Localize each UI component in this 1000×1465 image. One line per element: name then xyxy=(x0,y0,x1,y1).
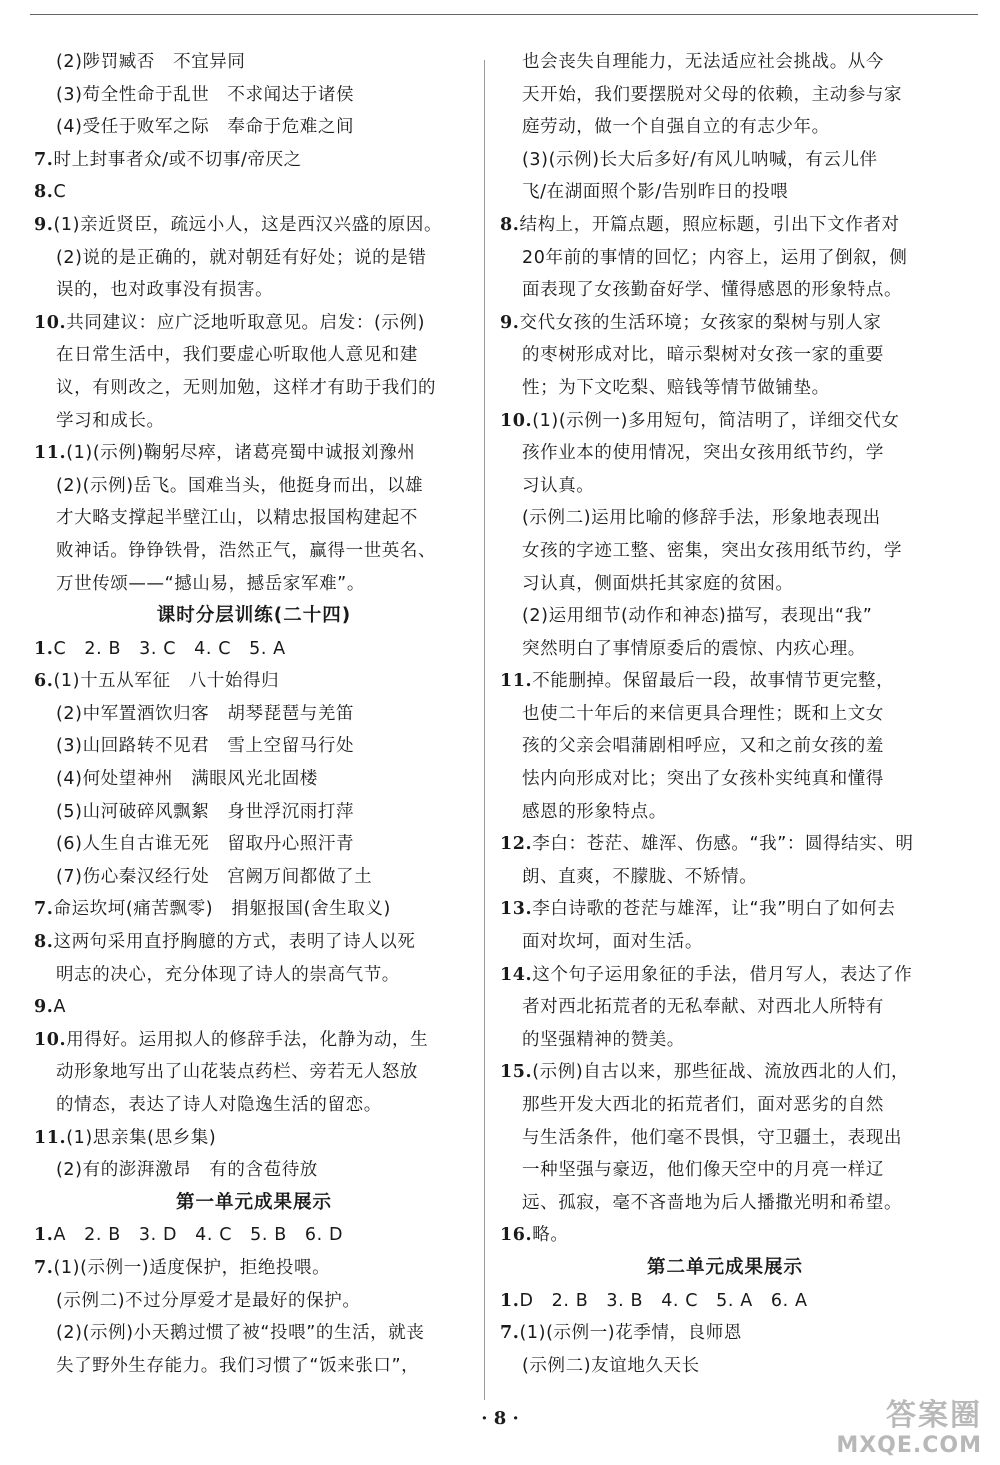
answer-text: 一种坚强与豪迈，他们像天空中的月亮一样辽 xyxy=(522,1160,884,1181)
answer-line xyxy=(500,274,950,307)
question-number: 14. xyxy=(500,964,533,985)
answer-line xyxy=(34,698,474,731)
answer-line xyxy=(500,1056,950,1089)
answer-line xyxy=(500,144,950,177)
question-number: 7. xyxy=(34,149,54,170)
answer-line xyxy=(34,1089,474,1122)
answer-line xyxy=(34,1122,474,1155)
answer-line xyxy=(500,405,950,438)
answer-line xyxy=(500,372,950,405)
answer-line xyxy=(500,991,950,1024)
answer-line xyxy=(500,633,950,666)
answer-text: (1)亲近贤臣，疏远小人，这是西汉兴盛的原因。 xyxy=(53,214,443,235)
answer-line xyxy=(500,307,950,340)
answer-line xyxy=(500,1219,950,1252)
answer-line xyxy=(34,1285,474,1318)
answer-text: 孩的父亲会唱蒲剧相呼应，又和之前女孩的羞 xyxy=(522,736,884,757)
answer-text: (2)(示例)岳飞。国难当头，他挺身而出，以雄 xyxy=(56,475,424,496)
answer-line xyxy=(500,1122,950,1155)
answer-line xyxy=(34,665,474,698)
answer-text: (示例二)友谊地久天长 xyxy=(522,1355,700,1376)
answer-text: (1)(示例一)花季情，良师恩 xyxy=(519,1323,742,1344)
answer-text: 感恩的形象特点。 xyxy=(522,801,667,822)
answer-line xyxy=(500,209,950,242)
answer-text: (3)山回路转不见君 雪上空留马行处 xyxy=(56,736,355,757)
answer-text: 者对西北拓荒者的无私奉献、对西北人所特有 xyxy=(522,997,884,1018)
answer-text: (4)受任于败军之际 奉命于危难之间 xyxy=(56,117,355,138)
answer-text: 习认真，侧面烘托其家庭的贫困。 xyxy=(522,573,794,594)
answer-text: 败神话。铮铮铁骨，浩然正气，赢得一世英名、 xyxy=(56,540,437,561)
question-number: 11. xyxy=(34,1127,67,1148)
answer-line xyxy=(500,1089,950,1122)
answer-line xyxy=(34,1317,474,1350)
answer-text: (2)有的澎湃激昂 有的含苞待放 xyxy=(56,1160,318,1181)
answer-text: 远、孤寂，毫不吝啬地为后人播撒光明和希望。 xyxy=(522,1192,903,1213)
answer-line xyxy=(34,1024,474,1057)
answer-line xyxy=(34,535,474,568)
section-heading-text: 第一单元成果展示 xyxy=(175,1191,332,1213)
answer-line xyxy=(34,1350,474,1383)
answer-line xyxy=(500,959,950,992)
page-number: · 8 · xyxy=(481,1408,519,1429)
answer-line xyxy=(34,405,474,438)
answer-line xyxy=(500,861,950,894)
question-number: 16. xyxy=(500,1225,533,1246)
answer-text: 面表现了女孩勤奋好学、懂得感恩的形象特点。 xyxy=(522,280,903,301)
answer-line xyxy=(34,209,474,242)
answer-line xyxy=(500,926,950,959)
answer-line xyxy=(500,1154,950,1187)
answer-text: 共同建议：应广泛地听取意见。启发：(示例) xyxy=(66,312,426,333)
answer-line xyxy=(34,79,474,112)
answer-line xyxy=(500,339,950,372)
answer-text: (1)(示例)鞠躬尽瘁，诸葛亮蜀中诚报刘豫州 xyxy=(66,443,416,464)
answer-text: 也使二十年后的来信更具合理性；既和上文女 xyxy=(522,703,884,724)
watermark-en: MXQE.COM xyxy=(836,1433,982,1458)
answer-text: (示例)自古以来，那些征战、流放西北的人们， xyxy=(532,1062,910,1083)
question-number: 8. xyxy=(34,932,54,953)
answer-line xyxy=(34,861,474,894)
answer-text: A 2. B 3. D 4. C 5. B 6. D xyxy=(53,1225,344,1246)
answer-text: 女孩的字迹工整、密集，突出女孩用纸节约，学 xyxy=(522,540,903,561)
answer-text: 误的，也对政事没有损害。 xyxy=(56,280,274,301)
answer-text: 20年前的事情的回忆；内容上，运用了倒叙，侧 xyxy=(522,247,908,268)
answer-text: 时上封事者众/或不切事/帝厌之 xyxy=(53,149,302,170)
answer-text: C 2. B 3. C 4. C 5. A xyxy=(53,638,286,659)
answer-line xyxy=(500,46,950,79)
question-number: 11. xyxy=(500,671,533,692)
answer-line xyxy=(500,698,950,731)
answer-line xyxy=(34,307,474,340)
question-number: 8. xyxy=(34,182,54,203)
question-number: 10. xyxy=(500,410,533,431)
answer-text: (1)(示例一)多用短句，简洁明了，详细交代女 xyxy=(532,410,900,431)
answer-line xyxy=(500,242,950,275)
answer-line xyxy=(500,176,950,209)
answer-text: (6)人生自古谁无死 留取丹心照汗青 xyxy=(56,834,355,855)
answer-line xyxy=(500,111,950,144)
answer-text: 才大略支撑起半壁江山，以精忠报国构建起不 xyxy=(56,508,418,529)
answer-line xyxy=(34,470,474,503)
answer-text: (1)思亲集(思乡集) xyxy=(66,1127,217,1148)
answer-line xyxy=(500,470,950,503)
answer-text: A xyxy=(53,997,67,1018)
answer-text: (5)山河破碎风飘絮 身世浮沉雨打萍 xyxy=(56,801,355,822)
answer-text: 失了野外生存能力。我们习惯了“饭来张口”， xyxy=(56,1355,420,1376)
answer-line xyxy=(34,633,474,666)
answer-text: 议，有则改之，无则加勉，这样才有助于我们的 xyxy=(56,377,437,398)
answer-text: 命运坎坷(痛苦飘零) 捐躯报国(舍生取义) xyxy=(53,899,391,920)
answer-text: 的枣树形成对比，暗示梨树对女孩一家的重要 xyxy=(522,345,884,366)
question-number: 13. xyxy=(500,899,533,920)
answer-line xyxy=(500,437,950,470)
answer-line xyxy=(500,763,950,796)
question-number: 12. xyxy=(500,834,533,855)
answer-line xyxy=(34,144,474,177)
answer-text: 性；为下文吃梨、赔钱等情节做铺垫。 xyxy=(522,377,830,398)
answer-line xyxy=(500,1285,950,1318)
answer-text: (2)运用细节(动作和神态)描写，表现出“我” xyxy=(522,606,873,627)
question-number: 7. xyxy=(34,899,54,920)
answer-line xyxy=(34,926,474,959)
right-column xyxy=(500,46,950,1382)
question-number: 7. xyxy=(500,1323,520,1344)
answer-text: 面对坎坷，面对生活。 xyxy=(522,932,703,953)
answer-text: 飞/在湖面照个影/告别昨日的投喂 xyxy=(522,182,789,203)
answer-text: (2)陟罚臧否 不宜异同 xyxy=(56,52,246,72)
answer-text: 不能删掉。保留最后一段，故事情节更完整， xyxy=(532,671,895,692)
answer-text: 孩作业本的使用情况，突出女孩用纸节约，学 xyxy=(522,443,884,464)
answer-text: 与生活条件，他们毫不畏惧，守卫疆土，表现出 xyxy=(522,1127,903,1148)
answer-text: 万世传颂——“撼山易，撼岳家军难”。 xyxy=(56,573,365,594)
answer-line xyxy=(500,796,950,829)
answer-text: 明志的决心，充分体现了诗人的崇高气节。 xyxy=(56,964,400,985)
answer-text: C xyxy=(53,182,67,203)
answer-text: (3)(示例)长大后多好/有风儿呐喊，有云儿伴 xyxy=(522,149,878,170)
answer-line xyxy=(34,796,474,829)
left-column xyxy=(34,46,474,1382)
top-rule xyxy=(30,14,978,15)
watermark-cn: 答案圈 xyxy=(886,1398,982,1433)
question-number: 7. xyxy=(34,1257,54,1278)
answer-line xyxy=(34,1252,474,1285)
column-divider xyxy=(484,60,485,1400)
answer-line xyxy=(34,176,474,209)
answer-text: 学习和成长。 xyxy=(56,410,165,431)
answer-text: 结构上，开篇点题，照应标题，引出下文作者对 xyxy=(519,214,900,235)
answer-line xyxy=(34,991,474,1024)
answer-line xyxy=(34,568,474,601)
answer-text: (2)中军置酒饮归客 胡琴琵琶与羌笛 xyxy=(56,703,355,724)
answer-line xyxy=(34,893,474,926)
answer-line xyxy=(500,600,950,633)
answer-text: 用得好。运用拟人的修辞手法，化静为动，生 xyxy=(66,1029,429,1050)
question-number: 11. xyxy=(34,443,67,464)
answer-line xyxy=(34,242,474,275)
question-number: 1. xyxy=(34,1225,54,1246)
answer-text: 这两句采用直抒胸臆的方式，表明了诗人以死 xyxy=(53,932,416,953)
answer-text: 这个句子运用象征的手法，借月写人，表达了作 xyxy=(532,964,913,985)
section-heading-text: 课时分层训练(二十四) xyxy=(156,605,352,627)
section-heading xyxy=(500,1252,950,1285)
answer-text: (示例二)运用比喻的修辞手法，形象地表现出 xyxy=(522,508,881,529)
answer-text: 在日常生活中，我们要虚心听取他人意见和建 xyxy=(56,345,418,366)
answer-text: 怯内向形成对比；突出了女孩朴实纯真和懂得 xyxy=(522,769,884,790)
watermark-logo xyxy=(836,1398,982,1458)
question-number: 1. xyxy=(34,638,54,659)
answer-text: 李白：苍茫、雄浑、伤感。“我”：圆得结实、明 xyxy=(532,834,914,855)
question-number: 1. xyxy=(500,1290,520,1311)
answer-line xyxy=(34,111,474,144)
answer-line xyxy=(34,959,474,992)
answer-text: 庭劳动，做一个自强自立的有志少年。 xyxy=(522,117,830,138)
answer-line xyxy=(500,79,950,112)
answer-line xyxy=(34,339,474,372)
answer-line xyxy=(34,1056,474,1089)
answer-text: D 2. B 3. B 4. C 5. A 6. A xyxy=(519,1290,808,1311)
answer-text: 天开始，我们要摆脱对父母的依赖，主动参与家 xyxy=(522,84,903,105)
answer-line xyxy=(500,828,950,861)
answer-text: 李白诗歌的苍茫与雄浑，让“我”明白了如何去 xyxy=(532,899,896,920)
question-number: 9. xyxy=(34,997,54,1018)
answer-text: (1)十五从军征 八十始得归 xyxy=(53,671,280,692)
answer-line xyxy=(500,1350,950,1383)
answer-line xyxy=(34,763,474,796)
answer-text: (1)(示例一)适度保护，拒绝投喂。 xyxy=(53,1257,331,1278)
question-number: 15. xyxy=(500,1062,533,1083)
answer-line xyxy=(500,893,950,926)
question-number: 8. xyxy=(500,214,520,235)
answer-text: 那些开发大西北的拓荒者们，面对恶劣的自然 xyxy=(522,1095,884,1115)
answer-text: (3)苟全性命于乱世 不求闻达于诸侯 xyxy=(56,84,355,105)
answer-text: 的情态，表达了诗人对隐逸生活的留恋。 xyxy=(56,1095,382,1115)
question-number: 10. xyxy=(34,1029,67,1050)
answer-line xyxy=(500,1317,950,1350)
question-number: 6. xyxy=(34,671,54,692)
section-heading xyxy=(34,1187,474,1220)
answer-line xyxy=(500,502,950,535)
answer-text: 交代女孩的生活环境；女孩家的梨树与别人家 xyxy=(519,312,882,333)
answer-text: 朗、直爽，不朦胧、不矫情。 xyxy=(522,866,758,887)
answer-line xyxy=(500,568,950,601)
answer-text: (7)伤心秦汉经行处 宫阙万间都做了土 xyxy=(56,866,373,887)
section-heading-text: 第二单元成果展示 xyxy=(646,1256,803,1278)
answer-line xyxy=(34,274,474,307)
answer-text: (2)(示例)小天鹅过惯了被“投喂”的生活，就丧 xyxy=(56,1323,425,1344)
answer-line xyxy=(34,730,474,763)
answer-line xyxy=(500,535,950,568)
answer-text: (示例二)不过分厚爱才是最好的保护。 xyxy=(56,1290,361,1311)
answer-text: 也会丧失自理能力，无法适应社会挑战。从今 xyxy=(522,52,884,72)
question-number: 9. xyxy=(500,312,520,333)
answer-text: (2)说的是正确的，就对朝廷有好处；说的是错 xyxy=(56,247,427,268)
answer-text: 突然明白了事情原委后的震惊、内疚心理。 xyxy=(522,638,866,659)
answer-text: 习认真。 xyxy=(522,475,595,496)
answer-line xyxy=(500,1187,950,1220)
answer-line xyxy=(34,1219,474,1252)
answer-line xyxy=(34,46,474,79)
answer-line xyxy=(34,1154,474,1187)
answer-line xyxy=(500,730,950,763)
section-heading xyxy=(34,600,474,633)
answer-line xyxy=(500,1024,950,1057)
question-number: 9. xyxy=(34,214,54,235)
answer-line xyxy=(34,372,474,405)
question-number: 10. xyxy=(34,312,67,333)
answer-line xyxy=(34,828,474,861)
answer-line xyxy=(34,502,474,535)
answer-text: 略。 xyxy=(532,1225,569,1246)
answer-text: 动形象地写出了山花装点药栏、旁若无人怒放 xyxy=(56,1062,418,1083)
answer-line xyxy=(34,437,474,470)
answer-text: 的坚强精神的赞美。 xyxy=(522,1029,685,1050)
answer-text: (4)何处望神州 满眼风光北固楼 xyxy=(56,769,318,790)
answer-line xyxy=(500,665,950,698)
